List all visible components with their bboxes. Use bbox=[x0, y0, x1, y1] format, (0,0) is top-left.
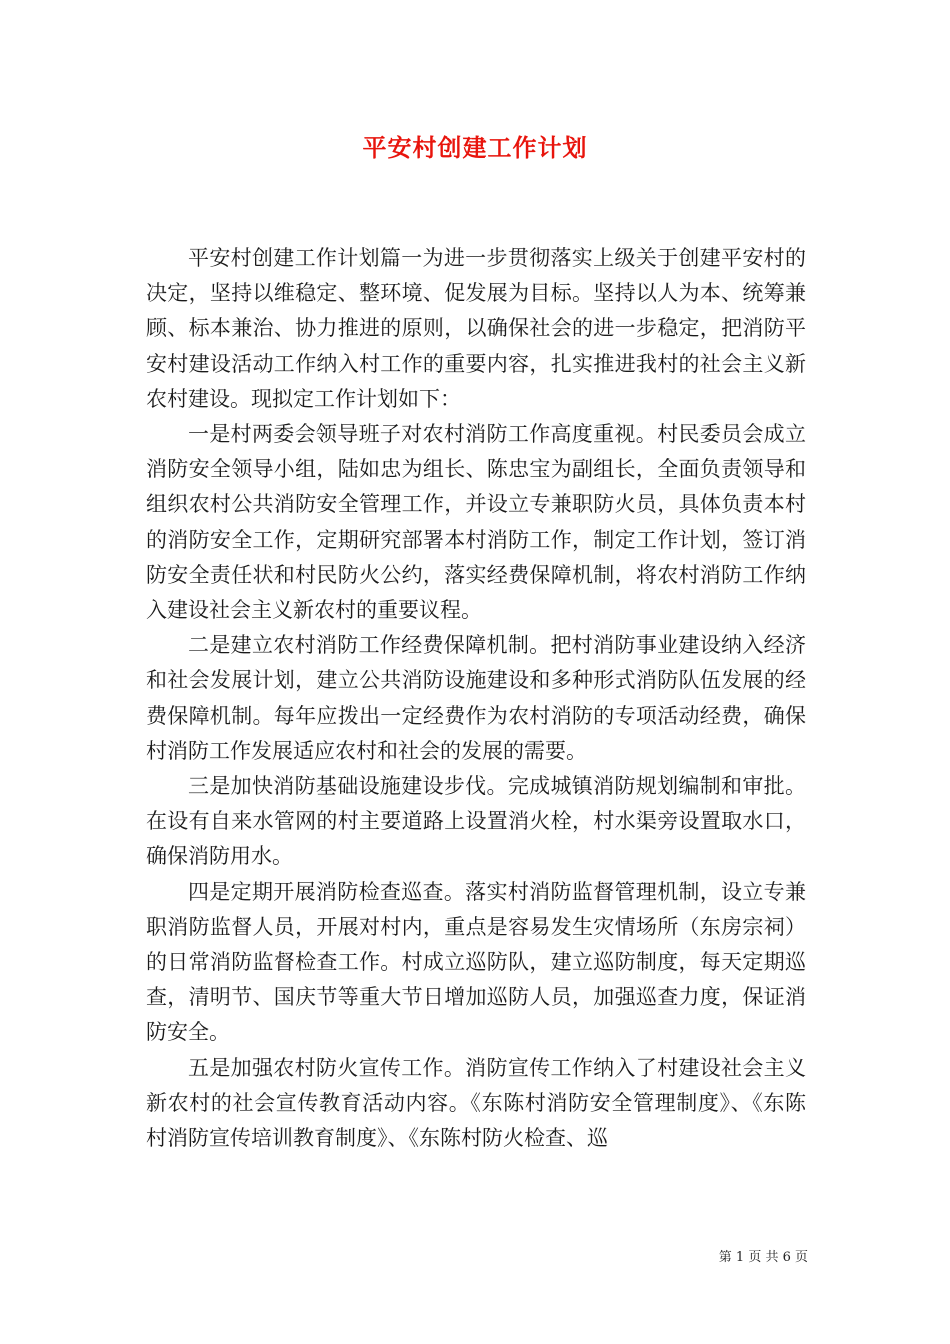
document-body bbox=[146, 241, 806, 1156]
paragraph-item-1: 一是村两委会领导班子对农村消防工作高度重视。村民委员会成立消防安全领导小组，陆如忠为组长、陈忠宝为副组长，全面负责领导和组织农村公共消防安全管理工作，并设立专兼职防火员，具体负责本村的消防安全工作，定期研究部署本村消防工作，制定工作计划，签订消防安全责任状和村民防火公约，落实经费保障机制，将农村消防工作纳入建设社会主义新农村的重要议程。 bbox=[146, 422, 806, 623]
paragraph-item-2: 二是建立农村消防工作经费保障机制。把村消防事业建设纳入经济和社会发展计划，建立公共消防设施建设和多种形式消防队伍发展的经费保障机制。每年应拨出一定经费作为农村消防的专项活动经费，确保村消防工作发展适应农村和社会的发展的需要。 bbox=[146, 633, 806, 763]
paragraph-item-5: 五是加强农村防火宣传工作。消防宣传工作纳入了村建设社会主义新农村的社会宣传教育活动内容。《东陈村消防安全管理制度》、《东陈村消防宣传培训教育制度》、《东陈村防火检查、巡 bbox=[146, 1055, 806, 1151]
paragraph-intro: 平安村创建工作计划篇一为进一步贯彻落实上级关于创建平安村的决定，坚持以维稳定、整环境、促发展为目标。坚持以人为本、统筹兼顾、标本兼治、协力推进的原则，以确保社会的进一步稳定，把消防平安村建设活动工作纳入村工作的重要内容，扎实推进我村的社会主义新农村建设。现拟定工作计划如下： bbox=[146, 246, 806, 411]
page-title: 平安村创建工作计划 bbox=[362, 133, 588, 162]
paragraph-item-4: 四是定期开展消防检查巡查。落实村消防监督管理机制，设立专兼职消防监督人员，开展对村内，重点是容易发生灾情场所（东房宗祠）的日常消防监督检查工作。村成立巡防队，建立巡防制度，每天定期巡查，清明节、国庆节等重大节日增加巡防人员，加强巡查力度，保证消防安全。 bbox=[146, 879, 806, 1045]
page-number: 第 1 页 共 6 页 bbox=[718, 1250, 808, 1265]
paragraph-item-3: 三是加快消防基础设施建设步伐。完成城镇消防规划编制和审批。在设有自来水管网的村主要道路上设置消火栓，村水渠旁设置取水口，确保消防用水。 bbox=[146, 774, 806, 869]
